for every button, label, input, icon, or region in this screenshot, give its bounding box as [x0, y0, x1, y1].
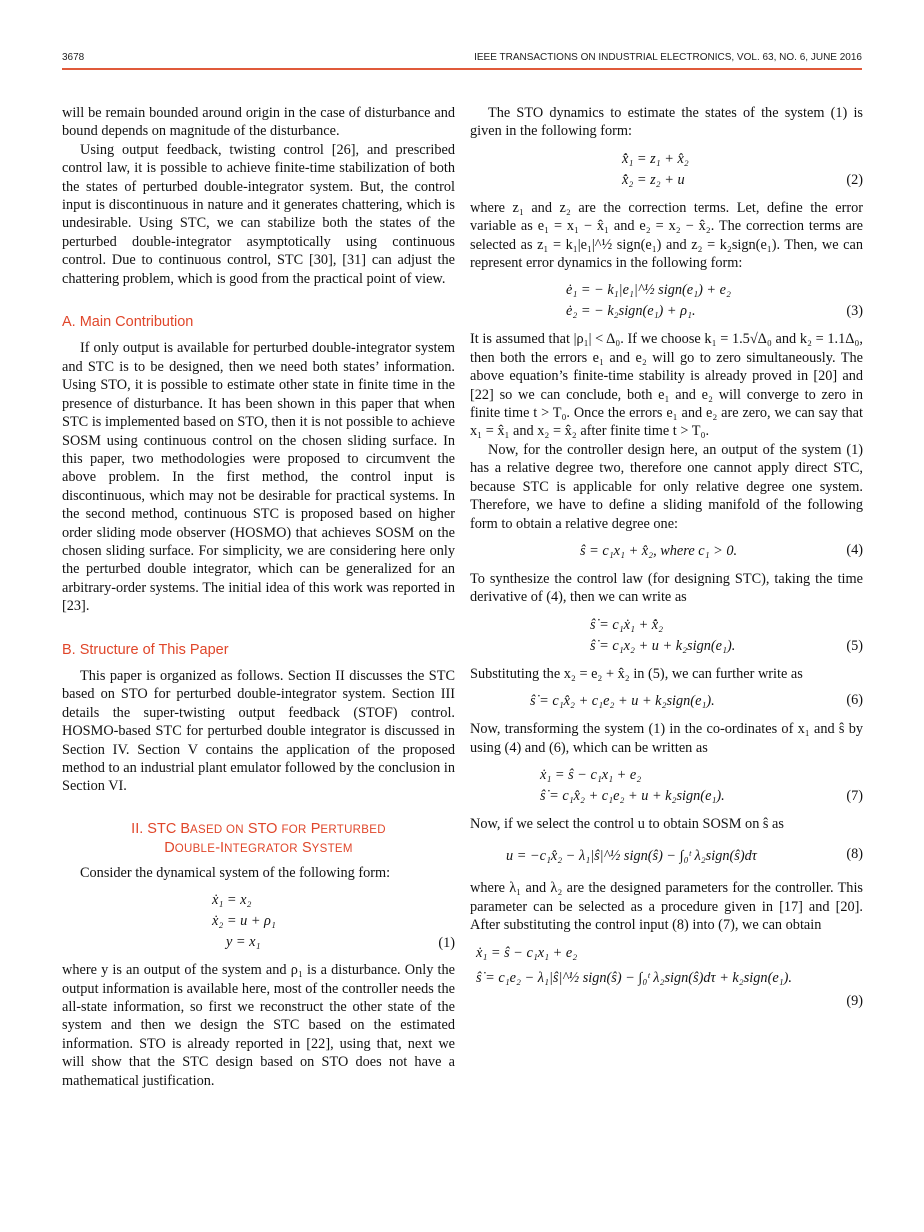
paragraph: Now, if we select the control u to obtain SOSM on ŝ as	[470, 815, 784, 832]
paragraph: If only output is available for perturbed double-integrator system and STC is to be designed, then we need both states’ information. Using STO, it is possible to estimate other state in finite time in the presence of disturbance. It has been shown in this paper that when STC is implemented based on STO, then it is not possible to achieve SOSM using continuous control on the chosen sliding surface. In this paper, two methodologies were proposed to circumvent the above problem. In the first method, the control input is discontinuous, which may not be desirable for practical systems. In the second method, continuous STC is proposed based on higher order sliding mode observer (HOSMO) that achieves SOSM on the chosen sliding surface. For simplicity, we are considering here only the perturbed double integrator, which can be generalized for an arbitrary-order systems. The initial idea of this work was reported in [23].	[62, 340, 455, 615]
equation-1: ẋ₁ = x₂ ẋ₂ = u + ρ₁ y = x₁ (1)	[212, 892, 455, 952]
subsection-heading-a: A. Main Contribution	[62, 314, 194, 331]
equation-number: (3)	[846, 303, 863, 320]
header-rule	[62, 68, 862, 70]
paragraph: Now, for the controller design here, an output of the system (1) has a relative degree two, therefore one cannot apply direct STC, because STC is applicable for only relative degree one system. Therefore, we have to define a sliding manifold of the following form to obtain a relative degree one:	[470, 441, 863, 532]
equation-number: (8)	[846, 846, 863, 863]
paragraph: To synthesize the control law (for designing STC), taking the time derivative of (4), then we can write as	[470, 570, 863, 606]
paragraph: Substituting the x₂ = e₂ + x̂₂ in (5), we can further write as	[470, 665, 803, 682]
paragraph: This paper is organized as follows. Section II discusses the STC based on STO for perturbed double-integrator system. Section III details the super-twisting output feedback (STOF) control. HOSMO-based STC for perturbed double integrator is discussed in Section IV. Section V contains the application of the proposed method to an industrial plant emulator followed by the conclusion in Section VI.	[62, 667, 455, 795]
equation-number: (5)	[846, 637, 863, 654]
paragraph: It is assumed that |ρ₁| < Δ₀. If we choose k₁ = 1.5√Δ₀ and k₂ = 1.1Δ₀, then both the errors e₁ and e₂ will go to zero simultaneously. The above equation’s finite-time stability is already proved in [20] and [22] so we can conclude, both e₁ and e₂ will converge to zero in finite time t > T₀. Once the errors e₁ and e₂ are zero, we can say that x₁ = x̂₁ and x₂ = x̂₂ after finite time t > T₀.	[470, 331, 863, 440]
equation-number: (4)	[846, 541, 863, 558]
equation-4: ŝ = c₁x₁ + x̂₂, where c₁ > 0. (4)	[580, 541, 863, 559]
paragraph: where y is an output of the system and ρ₁ is a disturbance. Only the output information is available here, most of the controller needs the all-state information, so first we reconstruct the other state of the system and then we design the STC based on the estimated information. STO is already reported in [22], using that, next we will show that the STC design based on STO does not have a mathematical justification.	[62, 962, 455, 1089]
page-header	[62, 44, 862, 64]
page-number: 3678	[62, 52, 85, 63]
equation-9: ẋ₁ = ŝ − c₁x₁ + e₂ ŝ̇ = c₁e₂ − λ₁|ŝ|^½ sign(ŝ) − ∫₀ᵗ λ₂sign(ŝ)dτ + k₂sign(e₁). (9)	[476, 944, 863, 1009]
equation-8: u = −c₁x̂₂ − λ₁|ŝ|^½ sign(ŝ) − ∫₀ᵗ λ₂sign(ŝ)dτ (8)	[506, 846, 863, 865]
paragraph: Consider the dynamical system of the following form:	[80, 864, 391, 881]
equation-2: x̂̇₁ = z₁ + x̂₂ x̂̇₂ = z₂ + u (2)	[622, 150, 863, 188]
equation-6: ŝ̇ = c₁x̂₂ + c₁e₂ + u + k₂sign(e₁). (6)	[530, 692, 863, 710]
journal-title: IEEE TRANSACTIONS ON INDUSTRIAL ELECTRONICS, VOL. 63, NO. 6, JUNE 2016	[474, 52, 862, 63]
equation-5: ŝ̇ = c₁ẋ₁ + x̂̇₂ ŝ̇ = c₁x₂ + u + k₂sign(e₁). (5)	[590, 616, 863, 654]
subsection-heading-b: B. Structure of This Paper	[62, 641, 229, 658]
section-heading: II. STC BASED ON STO FOR PERTURBED DOUBLE-INTEGRATOR SYSTEM	[131, 820, 386, 856]
equation-number: (1)	[438, 935, 455, 952]
left-column	[62, 104, 455, 1090]
paragraph: where z₁ and z₂ are the correction terms. Let, define the error variable as e₁ = x₁ − x̂₁ and e₂ = x₂ − x̂₂. The correction terms are selected as z₁ = k₁|e₁|^½ sign(e₁) and z₂ = k₂sign(e₁). Then, we can represent error dynamics in the following form:	[470, 199, 863, 272]
equation-number: (6)	[846, 692, 863, 709]
paragraph: will be remain bounded around origin in the case of disturbance and bound depends on magnitude of the disturbance.	[62, 105, 455, 140]
paragraph: The STO dynamics to estimate the states of the system (1) is given in the following form:	[470, 105, 863, 140]
equation-number: (2)	[846, 171, 863, 188]
right-column	[470, 104, 863, 1018]
paragraph: where λ₁ and λ₂ are the designed parameters for the controller. This parameter can be selected as a procedure given in [17] and [20]. After substituting the control input (8) into (7), we can obtain	[470, 880, 863, 934]
paragraph: Using output feedback, twisting control [26], and prescribed control law, it is possible to achieve finite-time stabilization of both the states of perturbed double-integrator system. But, the control input is discontinuous in nature and it generates chattering, which is undesirable. Using STC, we can stabilize both the states of the perturbed double-integrator asymptotically using continuous control. Due to continuous control, STC [30], [31] can adjust the chattering problem, which is good from the practical point of view.	[62, 141, 455, 287]
equation-7: ẋ₁ = ŝ − c₁x₁ + e₂ ŝ̇ = c₁x̂₂ + c₁e₂ + u + k₂sign(e₁). (7)	[540, 766, 863, 804]
equation-number: (7)	[846, 787, 863, 804]
equation-number: (9)	[846, 992, 863, 1009]
equation-3: ė₁ = − k₁|e₁|^½ sign(e₁) + e₂ ė₂ = − k₂sign(e₁) + ρ₁. (3)	[566, 282, 863, 320]
paragraph: Now, transforming the system (1) in the co-ordinates of x₁ and ŝ by using (4) and (6), which can be written as	[470, 721, 863, 756]
